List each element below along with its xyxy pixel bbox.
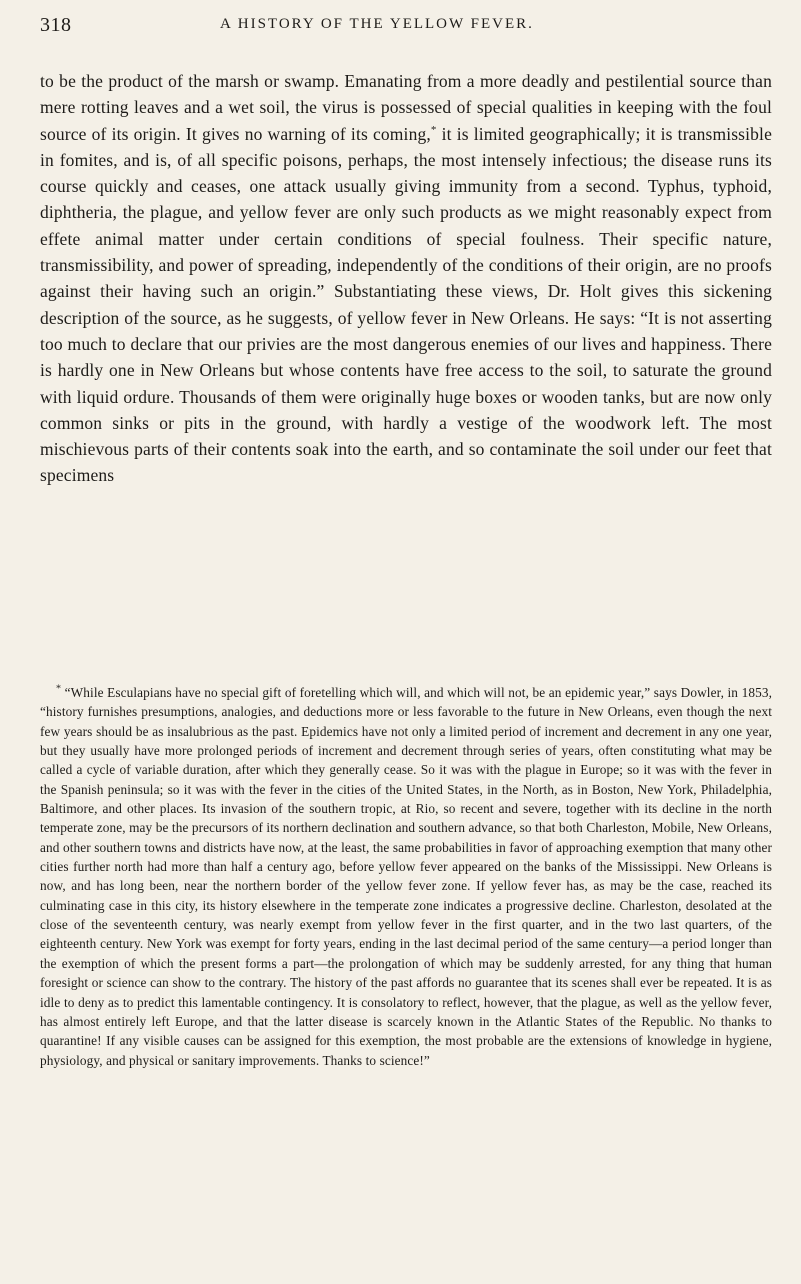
footnote-marker: * <box>56 683 62 695</box>
page-number: 318 <box>40 14 72 36</box>
footnote <box>40 683 772 1070</box>
footnote-paragraph <box>40 683 772 1070</box>
body-paragraph <box>40 68 772 489</box>
main-text <box>40 68 772 489</box>
footnote-reference: * <box>430 123 437 136</box>
page-header <box>40 14 761 40</box>
body-text-part2: it is limited geographically; it is transmissible in fomites, and is, of all specific poisons, perhaps, the most intensely infectious; the disease runs its course quickly and ceases, one attack usually giving immunity from a second. Typhus, typhoid, diphtheria, the plague, and yellow fever are only such products as we might reasonably expect from effete animal matter under certain conditions of special foulness. Their specific nature, transmissibility, and power of spreading, independently of the conditions of their origin, are no proofs against their having such an origin.” Substantiating these views, Dr. Holt gives this sickening description of the source, as he suggests, of yellow fever in New Orleans. He says: “It is not asserting too much to declare that our privies are the most dangerous enemies of our lives and happiness. There is hardly one in New Orleans but whose contents have free access to the soil, to saturate the ground with liquid ordure. Thousands of them were originally huge boxes or wooden tanks, but are now only common sinks or pits in the ground, with hardly a vestige of the woodwork left. The most mischievous parts of their contents soak into the earth, and so contaminate the soil under our feet that specimens <box>40 123 772 486</box>
running-head: A HISTORY OF THE YELLOW FEVER. <box>220 16 534 32</box>
body-text-part1: to be the product of the marsh or swamp. Emanating from a more deadly and pestilential source than mere rotting leaves and a wet soil, the virus is possessed of special qualities in keeping with the foul source of its origin. It gives no warning of its coming, <box>40 71 772 144</box>
footnote-text: “While Esculapians have no special gift of foretelling which will, and which will not, be an epidemic year,” says Dowler, in 1853, “history furnishes presumptions, analogies, and deductions more or less favorable to the future in New Orleans, even though the next few years should be as insalubrious as the past. Epidemics have not only a limited period of increment and decrement in any one year, but they usually have more prolonged periods of increment and decrement through series of years, often constituting what may be called a cycle of variable duration, after which they generally cease. So it was with the plague in Europe; so it was with the fever in the Spanish peninsula; so it was with the fever in the cities of the United States, in the North, as in Boston, New York, Philadelphia, Baltimore, and other places. Its invasion of the southern tropic, at Rio, so recent and severe, together with its decline in the north temperate zone, may be the precursors of its northern declination and southern advance, so that both Charleston, Mobile, New Orleans, and other southern towns and districts have now, at the least, the same probabilities in favor of approaching exemption that many other cities further north had more than half a century ago, before yellow fever appeared on the banks of the Mississippi. New Orleans is now, and has long been, near the northern border of the yellow fever zone. If yellow fever has, as may be the case, reached its culminating case in this city, its history elsewhere in the temperate zone indicates a progressive decline. Charleston, desolated at the close of the seventeenth century, was nearly exempt from yellow fever in the first quarter, and in the two last quarters, of the eighteenth century. New York was exempt for forty years, ending in the last decimal period of the same century—a period longer than the exemption of which the present forms a part—the prolongation of which may be suddenly arrested, for any thing that human foresight or science can show to the contrary. The history of the past affords no guarantee that its scenes shall ever be repeated. It is as idle to deny as to predict this lamentable contingency. It is consolatory to reflect, however, that the plague, as well as the yellow fever, has almost entirely left Europe, and that the latter disease is scarcely known in the Atlantic States of the Republic. No thanks to quarantine! If any visible causes can be assigned for this exemption, the most probable are the extensions of knowledge in hygiene, physiology, and physical or sanitary improvements. Thanks to science!” <box>40 685 772 1068</box>
